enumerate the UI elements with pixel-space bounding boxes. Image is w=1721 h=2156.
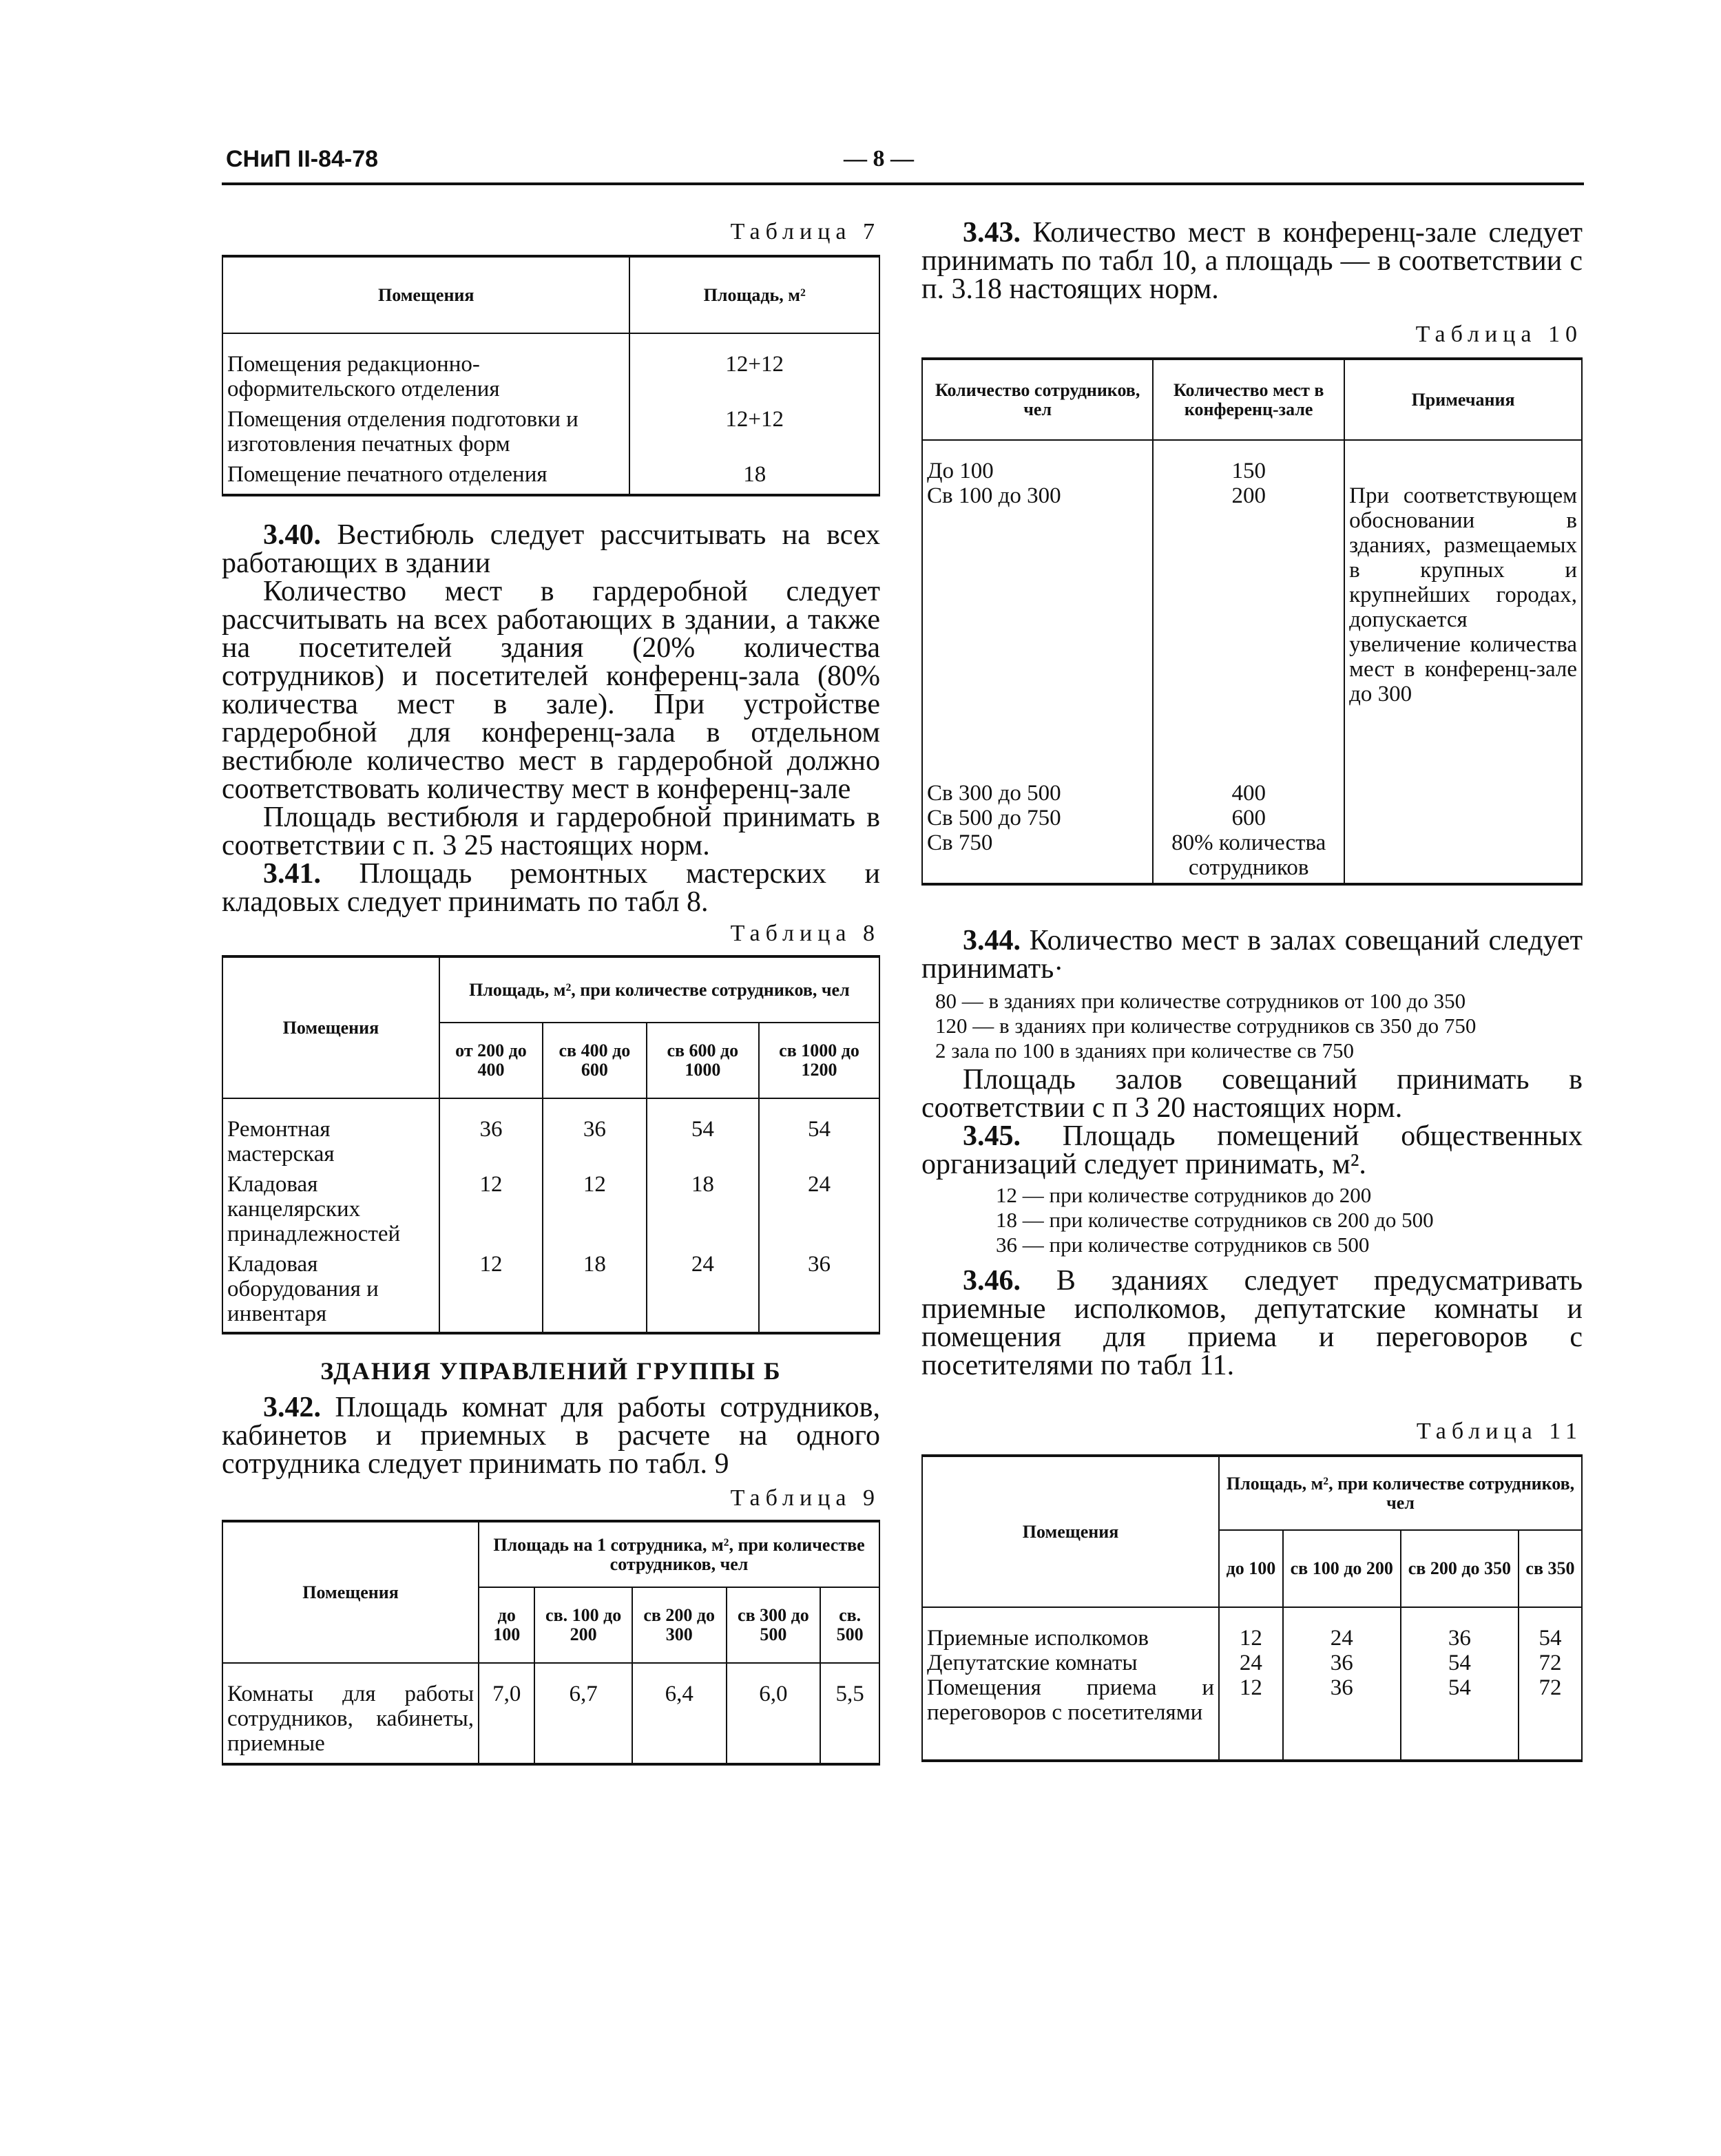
t9-sub: св. 100 до 200 xyxy=(534,1587,632,1663)
t8-cell: 24 xyxy=(647,1249,759,1333)
t10-note-text: При соответствующем обосновании в зданиях, размещаемых в крупных и крупнейших городах, допускается увеличение количества мест в конференц-зале до 300 xyxy=(1349,483,1577,707)
t7-r2-name: Помещения отделения подготовки и изготовления печатных форм xyxy=(222,404,629,459)
clause-number: 3.45. xyxy=(963,1120,1021,1152)
paragraph-3-44-b: Площадь залов совещаний принимать в соответствии с п 3 20 настоящих норм. xyxy=(921,1064,1583,1124)
table-8-caption: Таблица 8 xyxy=(730,921,880,946)
t8-head-room: Помещения xyxy=(222,956,439,1098)
t11-cell: 36 xyxy=(1330,1675,1353,1700)
paragraph-3-42 xyxy=(222,1394,880,1478)
t11-row-name: Помещения приема и переговоров с посетителями xyxy=(927,1675,1215,1725)
t8-cell: 36 xyxy=(439,1098,543,1169)
t7-r3-val: 18 xyxy=(629,459,879,495)
t11-cell: 54 xyxy=(1448,1675,1471,1700)
list-item: 18 — при количестве сотрудников св 200 до 500 xyxy=(996,1208,1434,1232)
t11-sub: до 100 xyxy=(1219,1530,1283,1607)
t8-cell: 18 xyxy=(647,1169,759,1249)
document-code: СНиП II-84-78 xyxy=(226,146,379,172)
table-9 xyxy=(222,1520,880,1766)
list-item: 120 — в зданиях при количестве сотрудников св 350 до 750 xyxy=(935,1014,1477,1038)
t11-col xyxy=(1283,1607,1401,1761)
t7-r1-val: 12+12 xyxy=(629,333,879,404)
t9-row-name: Комнаты для работы сотрудников, кабинеты, приемные xyxy=(222,1663,479,1764)
t11-cell: 72 xyxy=(1539,1675,1562,1700)
clause-number: 3.42. xyxy=(263,1392,321,1423)
paragraph-3-46 xyxy=(921,1267,1583,1380)
table-11-caption: Таблица 11 xyxy=(1416,1419,1583,1444)
left-column xyxy=(222,219,880,1766)
t10-count: Св 100 до 300 xyxy=(927,483,1061,508)
t9-cell: 6,7 xyxy=(534,1663,632,1764)
t10-head-notes: Примечания xyxy=(1344,359,1582,440)
table-row xyxy=(222,404,879,459)
t11-head-group: Площадь, м², при количестве сотрудников, чел xyxy=(1219,1456,1582,1530)
t11-col xyxy=(1401,1607,1519,1761)
t9-head-group: Площадь на 1 сотрудника, м², при количестве сотрудников, чел xyxy=(479,1521,879,1587)
clause-text: Площадь комнат для работы сотрудников, кабинетов и приемных в расчете на одного сотрудника следует принимать по табл. 9 xyxy=(222,1392,881,1480)
t9-cell: 7,0 xyxy=(479,1663,534,1764)
table-row xyxy=(222,1663,879,1764)
clause-text: Площадь ремонтных мастерских и кладовых следует принимать по табл 8. xyxy=(222,858,880,918)
t9-cell: 6,4 xyxy=(632,1663,727,1764)
clause-number: 3.43. xyxy=(963,217,1021,249)
clause-text: В зданиях следует предусматривать приемные исполкомов, депутатские комнаты и помещения для приема и переговоров с посетителями по табл 11. xyxy=(921,1265,1583,1381)
list-item: 80 — в зданиях при количестве сотрудников от 100 до 350 xyxy=(935,989,1466,1013)
t8-cell: 12 xyxy=(439,1169,543,1249)
paragraph-3-45 xyxy=(921,1122,1583,1179)
table-7 xyxy=(222,255,880,496)
t7-r3-name: Помещение печатного отделения xyxy=(222,459,629,495)
page-number: — 8 — xyxy=(844,146,914,171)
table-row xyxy=(922,1607,1582,1761)
clause-text: Количество мест в залах совещаний следует принимать· xyxy=(921,925,1583,985)
t10-seats: 400 xyxy=(1231,781,1266,806)
t7-head-area: Площадь, м² xyxy=(629,256,879,333)
t11-cell: 12 xyxy=(1239,1675,1262,1700)
t11-col xyxy=(1219,1607,1283,1761)
t11-row-name: Депутатские комнаты xyxy=(927,1651,1138,1675)
t9-sub: до 100 xyxy=(479,1587,534,1663)
t11-sub: св 200 до 350 xyxy=(1401,1530,1519,1607)
t9-cell: 5,5 xyxy=(820,1663,879,1764)
t10-count: До 100 xyxy=(927,459,994,483)
t8-sub-2: св 400 до 600 xyxy=(543,1023,646,1098)
list-item: 36 — при количестве сотрудников св 500 xyxy=(996,1233,1370,1257)
t8-cell: 12 xyxy=(543,1169,646,1249)
table-7-caption: Таблица 7 xyxy=(730,219,880,244)
t9-sub: св. 500 xyxy=(820,1587,879,1663)
t10-count-col xyxy=(922,440,1153,884)
t10-count: Св 750 xyxy=(927,830,993,855)
table-row xyxy=(222,459,879,495)
t10-seats: 600 xyxy=(1231,806,1266,830)
t11-cell: 12 xyxy=(1239,1626,1262,1651)
table-11 xyxy=(921,1454,1583,1762)
t9-sub: св 200 до 300 xyxy=(632,1587,727,1663)
t11-cell: 72 xyxy=(1539,1651,1562,1675)
t11-cell: 24 xyxy=(1239,1651,1262,1675)
t7-r1-name: Помещения редакционно-оформительского отделения xyxy=(222,333,629,404)
table-10-caption: Таблица 10 xyxy=(1415,322,1583,347)
table-row xyxy=(922,440,1582,884)
t8-cell: 24 xyxy=(759,1169,879,1249)
t8-sub-4: св 1000 до 1200 xyxy=(759,1023,879,1098)
t10-count: Св 300 до 500 xyxy=(927,781,1061,806)
t11-sub: св 100 до 200 xyxy=(1283,1530,1401,1607)
t8-head-group: Площадь, м², при количестве сотрудников, чел xyxy=(439,956,879,1023)
t9-head-room: Помещения xyxy=(222,1521,479,1663)
list-3-45 xyxy=(921,1183,1583,1257)
t11-row-name: Приемные исполкомов xyxy=(927,1626,1149,1651)
t9-cell: 6,0 xyxy=(727,1663,821,1764)
t8-cell: 12 xyxy=(439,1249,543,1333)
t11-sub: св 350 xyxy=(1519,1530,1582,1607)
t8-cell: 54 xyxy=(759,1098,879,1169)
t9-sub: св 300 до 500 xyxy=(727,1587,821,1663)
paragraph-3-44 xyxy=(921,927,1583,983)
t11-cell: 24 xyxy=(1330,1626,1353,1651)
t8-cell: 36 xyxy=(759,1249,879,1333)
section-heading: ЗДАНИЯ УПРАВЛЕНИЙ ГРУППЫ Б xyxy=(320,1357,782,1385)
right-column xyxy=(921,219,1583,1762)
t10-seats: 80% количества сотрудников xyxy=(1171,830,1326,880)
paragraph-3-40 xyxy=(222,521,880,578)
table-10 xyxy=(921,357,1583,886)
t11-col xyxy=(1519,1607,1582,1761)
paragraph-3-41 xyxy=(222,860,880,917)
table-row xyxy=(222,1249,879,1333)
clause-number: 3.46. xyxy=(963,1265,1021,1297)
t8-cell: 54 xyxy=(647,1098,759,1169)
t10-note xyxy=(1344,440,1582,884)
clause-number: 3.40. xyxy=(263,519,321,551)
list-item: 2 зала по 100 в зданиях при количестве св 750 xyxy=(935,1038,1354,1063)
t10-seats: 200 xyxy=(1231,483,1266,508)
t7-head-room: Помещения xyxy=(222,256,629,333)
clause-number: 3.44. xyxy=(963,925,1021,956)
t8-sub-3: св 600 до 1000 xyxy=(647,1023,759,1098)
table-8 xyxy=(222,955,880,1335)
t8-r2-name: Кладовая канцелярских принадлежностей xyxy=(222,1169,439,1249)
list-item: 12 — при количестве сотрудников до 200 xyxy=(996,1183,1372,1207)
table-row xyxy=(222,1098,879,1169)
t8-r3-name: Кладовая оборудования и инвентаря xyxy=(222,1249,439,1333)
t11-names xyxy=(922,1607,1219,1761)
t8-sub-1: от 200 до 400 xyxy=(439,1023,543,1098)
t8-cell: 18 xyxy=(543,1249,646,1333)
clause-number: 3.41. xyxy=(263,858,321,890)
t8-r1-name: Ремонтная мастерская xyxy=(222,1098,439,1169)
t10-count: Св 500 до 750 xyxy=(927,806,1061,830)
clause-text: Вестибюль следует рассчитывать на всех работающих в здании xyxy=(222,519,881,579)
clause-text: Количество мест в конференц-зале следует принимать по табл 10, а площадь — в соответствии с п. 3.18 настоящих норм. xyxy=(921,217,1583,305)
t8-cell: 36 xyxy=(543,1098,646,1169)
t11-head-room: Помещения xyxy=(922,1456,1219,1607)
paragraph-3-40-c: Площадь вестибюля и гардеробной принимать в соответствии с п. 3 25 настоящих норм. xyxy=(222,802,880,861)
t11-cell: 36 xyxy=(1448,1626,1471,1651)
t7-r2-val: 12+12 xyxy=(629,404,879,459)
paragraph-3-40-b: Количество мест в гардеробной следует рассчитывать на всех работающих в здании, а также на посетителей здания (20% количества сотрудников) и посетителей конференц-зала (80% количества мест в зале). При устройстве гардеробной для конференц-зала в отдельном вестибюле количество мест в гардеробной должно соответствовать количеству мест в конференц-зале xyxy=(222,576,880,805)
t10-head-count: Количество сотрудников, чел xyxy=(922,359,1153,440)
table-row xyxy=(222,333,879,404)
header-rule xyxy=(222,182,1584,185)
table-row xyxy=(222,1169,879,1249)
paragraph-3-43 xyxy=(921,219,1583,304)
t11-cell: 36 xyxy=(1330,1651,1353,1675)
t10-head-seats: Количество мест в конференц-зале xyxy=(1153,359,1344,440)
t10-seats: 150 xyxy=(1231,459,1266,483)
clause-text: Площадь помещений общественных организаций следует принимать, м². xyxy=(921,1120,1583,1180)
t10-seats-col xyxy=(1153,440,1344,884)
table-9-caption: Таблица 9 xyxy=(730,1485,880,1511)
t11-cell: 54 xyxy=(1448,1651,1471,1675)
t11-cell: 54 xyxy=(1539,1626,1562,1651)
